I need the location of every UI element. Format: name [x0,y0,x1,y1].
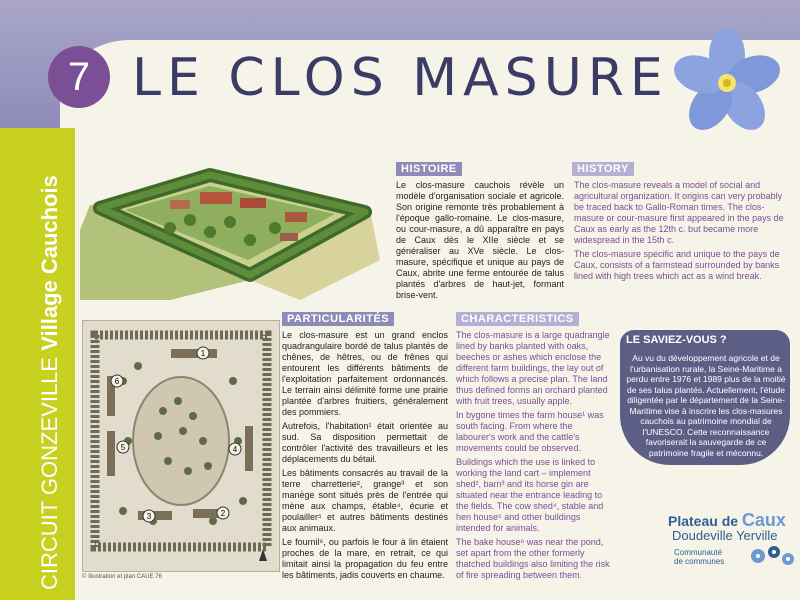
plan-label-4: 4 [232,445,238,454]
did-you-know-box [620,330,790,465]
flax-flower-icon [672,28,782,138]
number-badge: 7 [48,46,110,108]
characteristics-title: CHARACTERISTICS [456,312,579,326]
plan-label-1: 1 [200,349,206,358]
histoire-paragraph: Le clos-masure cauchois révèle un modèle d'organisation sociale et agricole. Son origine remonte très probablement à l'époque gallo-romaine. Le clos-masure, ou cour-masure, a dû apparaître en pays de Caux dès le XIIe siècle et se généraliser au XVe siècle. Le clos-masure, spécifique et unique au pays de Caux, abrite une ferme entourée de talus plantés d'arbres de haut-jet, formant brise-vent. [396,180,564,300]
plan-label-2: 2 [220,509,226,518]
characteristics-paragraph-1: The clos-masure is a large quadrangle lined by banks planted with oaks, beeches or ashes which enclose the different farm buildings, the lay out of which follows a precise plan. The land thus defined forms an orchard planted with fruit trees, usually apple. [456,330,610,406]
particularites-paragraph-1: Le clos-masure est un grand enclos quadrangulaire bordé de talus plantés de chênes, de hêtres, ou de frênes qui entourent les différents bâtiments de l'exploitation parfaitement ordonnancés. Le terrain ainsi délimité forme une prairie plantée d'arbres fruitiers, généralement des pommiers. [282,330,448,417]
characteristics-paragraph-3: Buildings which the use is linked to working the land cart – implement shed², barn³ and its horse gin are situated near the entrance leading to the fields. The cow shed⁴, stable and hen house⁵ and other buildings intended for animals. [456,457,604,533]
plan-label-5: 5 [120,443,126,452]
particularites-text [282,330,448,584]
particularites-title: PARTICULARITÉS [282,312,394,326]
logo-community [674,548,724,566]
plan-label-3: 3 [146,512,152,521]
history-paragraph-1: The clos-masure reveals a model of social and agricultural organization. It origins can very probably be traced back to Gallo-Roman times. The clos-masure or cour-masure first appeared in the pays de Caux as early as the 12th c. but became more widespread in the 15th c. [574,180,784,245]
clos-masure-illustration [80,150,380,300]
community-logo [668,510,798,596]
did-you-know-text: Au vu du développement agricole et de l'urbanisation rurale, la Seine-Maritime a perdu entre 1976 et 1989 plus de la moitié de ses talus plantés. Actuellement, l'étude diligentée par le département de la Seine-Maritime vise à inscrire les clos-masures cauchois au patrimoine mondial de l'UNESCO. Cette reconnaissance favoriserait la sauvegarde de ce patrimoine fragile et méconnu. [626,353,786,458]
logo-subtitle: Doudeville Yerville [672,528,778,543]
farm-plan-map [82,320,280,572]
plan-label-6: 6 [114,377,120,386]
sidebar-title [37,175,63,590]
particularites-paragraph-2: Autrefois, l'habitation¹ était orientée au sud. Sa disposition permettait de contrôler l'activité des travailleurs et les déplacements du bétail. [282,421,448,464]
village-label: Village Cauchois [37,175,62,351]
characteristics-text [456,330,612,584]
characteristics-paragraph-2: In bygone times the farm house¹ was south facing. From where the labourer's work and the cattle's movements could be observed. [456,410,604,453]
particularites-paragraph-4: Le fournil⁶, ou parfois le four à lin étaient proches de la mare, en retrait, ce qui limitait ainsi la propagation du feu entre les bâtiments, jadis couverts en chaume. [282,537,448,580]
did-you-know-title: LE SAVIEZ-VOUS ? [626,334,727,346]
history-paragraph-2: The clos-masure specific and unique to the pays de Caux, consists of a farmstead surrounded by banks lined with high trees which act as a wind break. [574,249,780,281]
logo-community-b: de communes [674,557,725,566]
characteristics-paragraph-4: The bake house⁶ was near the pond, set apart from the other formerly thatched buildings also limiting the risk of fire spreading between them. [456,537,610,580]
history-text [574,180,792,285]
histoire-title: HISTOIRE [396,162,462,176]
particularites-paragraph-3: Les bâtiments consacrés au travail de la terre charretterie², grange³ et son manège sont situés près de l'entrée qui mène aux champs, étable⁴, écurie et poulailler⁵ et autres bâtiments destinés aux animaux. [282,468,448,533]
logo-flowers-icon [748,544,798,568]
logo-title-b: Caux [741,510,786,530]
circuit-label: CIRCUIT GONZEVILLE [37,356,62,590]
illustration-credit: © Illustration et plan CAUE 76 [82,574,162,580]
histoire-text [396,180,564,304]
page-title: LE CLOS MASURE [132,48,669,108]
logo-title-a: Plateau de [668,513,739,529]
logo-community-a: Communauté [674,548,723,557]
history-title: HISTORY [572,162,634,176]
